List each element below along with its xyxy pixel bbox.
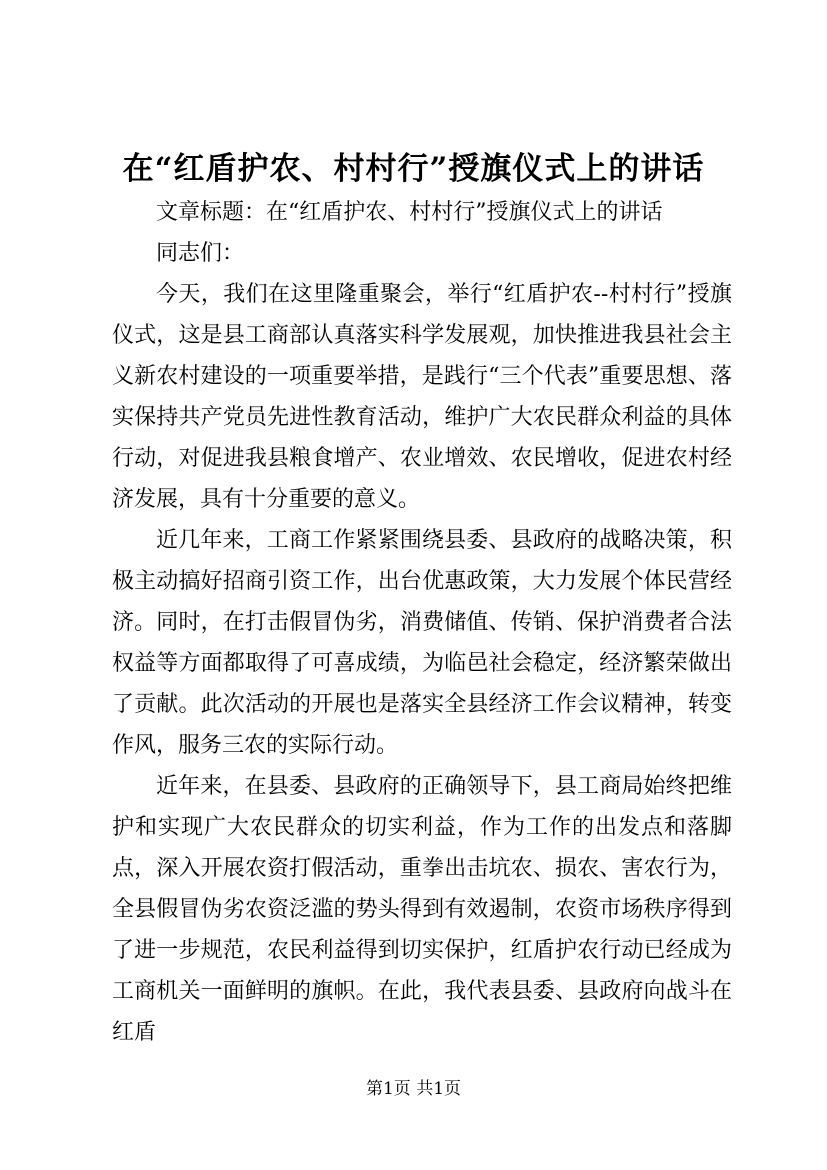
paragraph-1: 今天，我们在这里隆重聚会，举行“红盾护农--村村行”授旗仪式，这是县工商部认真落实科学发展观，加快推进我县社会主义新农村建设的一项重要举措，是践行“三个代表”重要思想、落实保持共产党员先进性教育活动，维护广大农民群众利益的具体行动，对促进我县粮食增产、农业增效、农民增收，促进农村经济发展，具有十分重要的意义。 xyxy=(112,282,732,512)
paragraph-3: 近年来，在县委、县政府的正确领导下，县工商局始终把维护和实现广大农民群众的切实利益，作为工作的出发点和落脚点，深入开展农资打假活动，重拳出击坑农、损农、害农行为，全县假冒伪劣农资泛滥的势头得到有效遏制，农资市场秩序得到了进一步规范，农民利益得到切实保护，红盾护农行动已经成为工商机关一面鲜明的旗帜。在此，我代表县委、县政府向战斗在红盾 xyxy=(112,774,732,1045)
document-body xyxy=(112,192,732,1053)
article-title-line: 文章标题：在“红盾护农、村村行”授旗仪式上的讲话 xyxy=(156,200,663,225)
salutation: 同志们： xyxy=(156,241,245,266)
paragraph-2: 近几年来，工商工作紧紧围绕县委、县政府的战略决策，积极主动搞好招商引资工作，出台优惠政策，大力发展个体民营经济。同时，在打击假冒伪劣，消费储值、传销、保护消费者合法权益等方面都取得了可喜成绩，为临邑社会稳定，经济繁荣做出了贡献。此次活动的开展也是落实全县经济工作会议精神，转变作风，服务三农的实际行动。 xyxy=(112,528,732,758)
document-title: 在“红盾护农、村村行”授旗仪式上的讲话 xyxy=(122,151,705,187)
page-footer: 第1页 共1页 xyxy=(365,1079,462,1099)
